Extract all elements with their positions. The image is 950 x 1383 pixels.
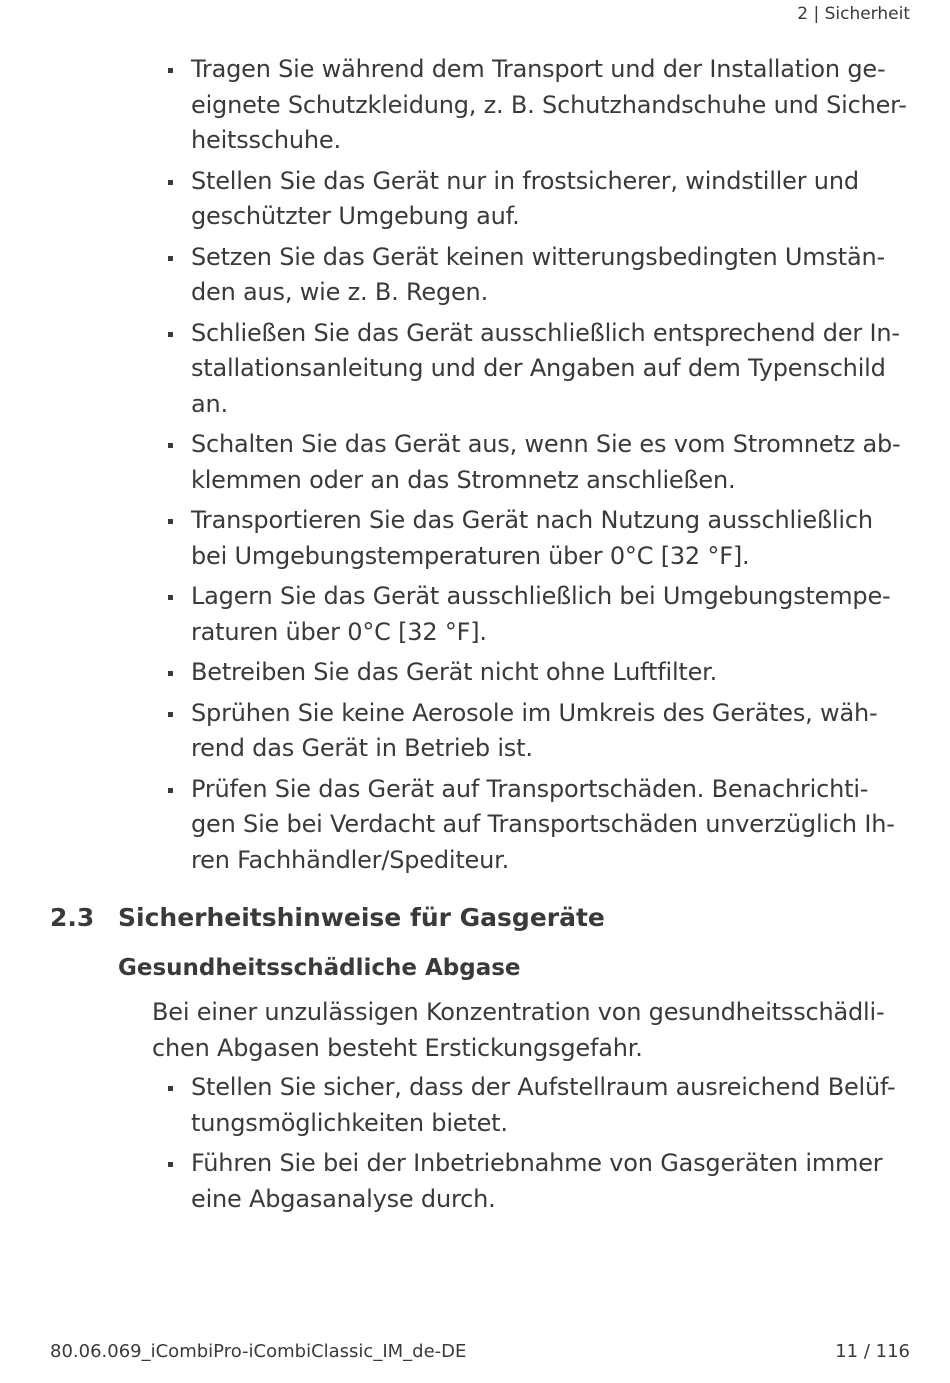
list-item: [166, 655, 910, 691]
section-title: Sicherheitshinweise für Gasgeräte: [118, 903, 605, 932]
list-item: [166, 696, 910, 767]
list-item-line: gen Sie bei Verdacht auf Transportschäden unverzüglich Ih-: [191, 810, 895, 838]
list-item-line: rend das Gerät in Betrieb ist.: [191, 734, 533, 762]
list-item: [166, 240, 910, 311]
list-item-line: tungsmöglichkeiten bietet.: [191, 1108, 508, 1137]
paragraph-line: Bei einer unzulässigen Konzentration von gesundheitsschädli-: [152, 998, 885, 1026]
paragraph-line: chen Abgasen besteht Erstickungsgefahr.: [152, 1033, 643, 1062]
list-item-line: geschützter Umgebung auf.: [191, 202, 520, 230]
list-item-line: heitsschuhe.: [191, 126, 341, 154]
running-header: 2 | Sicherheit: [797, 4, 910, 24]
page-number: 11 / 116: [835, 1341, 910, 1362]
list-item-line: Transportieren Sie das Gerät nach Nutzung ausschließlich: [191, 506, 873, 534]
section-heading: [50, 903, 605, 932]
list-item-line: an.: [191, 389, 228, 418]
warning-paragraph: [152, 995, 884, 1066]
section-number: 2.3: [50, 903, 95, 932]
list-item-line: Tragen Sie während dem Transport und der Installation ge-: [191, 55, 886, 83]
list-item: [166, 1070, 910, 1141]
list-item: [166, 1146, 910, 1217]
list-item-line: Schließen Sie das Gerät ausschließlich entsprechend der In-: [191, 318, 900, 347]
list-item: [166, 503, 910, 574]
list-item-line: bei Umgebungstemperaturen über 0°C [32 °F].: [191, 541, 750, 570]
list-item-line: Lagern Sie das Gerät ausschließlich bei Umgebungstempe-: [191, 582, 891, 610]
list-item-line: eine Abgasanalyse durch.: [191, 1184, 496, 1213]
list-item-line: raturen über 0°C [32 °F].: [191, 617, 487, 646]
list-item: [166, 427, 910, 498]
list-item-line: Stellen Sie das Gerät nur in frostsicherer, windstiller und: [191, 166, 859, 195]
list-item-line: Betreiben Sie das Gerät nicht ohne Luftfilter.: [191, 658, 718, 686]
list-item-line: Setzen Sie das Gerät keinen witterungsbedingten Umstän-: [191, 242, 885, 271]
list-item-line: Sprühen Sie keine Aerosole im Umkreis des Gerätes, wäh-: [191, 698, 878, 727]
list-item-line: Schalten Sie das Gerät aus, wenn Sie es vom Stromnetz ab-: [191, 430, 901, 458]
gas-safety-bullet-list: [166, 1070, 910, 1222]
list-item: [166, 164, 910, 235]
list-item-line: den aus, wie z. B. Regen.: [191, 278, 488, 306]
list-item-line: Stellen Sie sicher, dass der Aufstellraum ausreichend Belüf-: [191, 1073, 896, 1101]
list-item: [166, 772, 910, 879]
list-item-line: stallationsanleitung und der Angaben auf dem Typenschild: [191, 354, 886, 382]
list-item: [166, 52, 910, 159]
document-id: 80.06.069_iCombiPro-iCombiClassic_IM_de-DE: [50, 1341, 467, 1362]
list-item: [166, 316, 910, 423]
safety-bullet-list: [166, 52, 910, 883]
list-item-line: eignete Schutzkleidung, z. B. Schutzhandschuhe und Sicher-: [191, 90, 907, 119]
list-item-line: ren Fachhändler/Spediteur.: [191, 845, 510, 874]
list-item-line: Prüfen Sie das Gerät auf Transportschäden. Benachrichti-: [191, 774, 869, 803]
list-item-line: Führen Sie bei der Inbetriebnahme von Gasgeräten immer: [191, 1149, 883, 1177]
list-item: [166, 579, 910, 650]
subheading: Gesundheitsschädliche Abgase: [118, 955, 521, 981]
list-item-line: klemmen oder an das Stromnetz anschließen.: [191, 465, 736, 494]
